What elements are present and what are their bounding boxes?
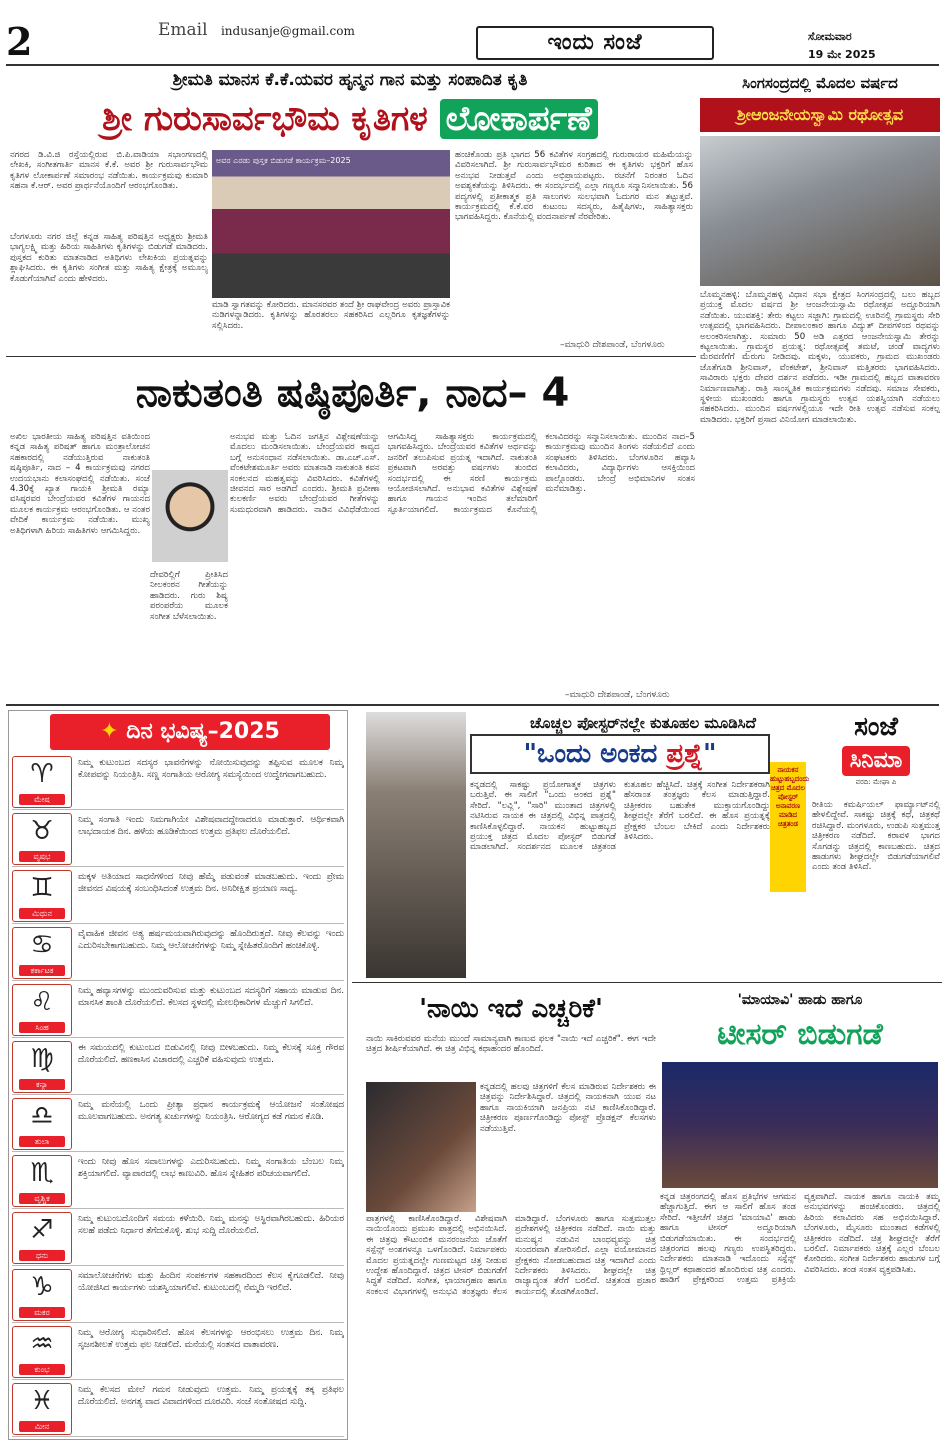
zodiac-sign-name: ಧನು bbox=[19, 1250, 65, 1261]
story3-main-text: ಅನುಭವ ಮತ್ತು ಓದಿನ ಜಗತ್ತಿನ ವಿಶ್ಲೇಷಣೆಯನ್ನು ಮೊದಲು ಮಂಡಿಸಲಾಯಿತು. ಬೇಂದ್ರೆಯವರ ಕಾವ್ಯದ ಬಗ್ಗೆ ಅನುಸಂಧಾನ ನಡೆಸಲಾಯಿತು. ಡಾ.ಎಚ್.ಎಸ್. ವೆಂಕಟೇಶಮೂರ್ತಿ ಅವರು ಮಾತನಾಡಿ ನಾಕುತಂತಿ ಕವನ ಸಂಕಲನದ ಮಹತ್ವವನ್ನು ವಿವರಿಸಿದರು. ಕವಿತೆಗಳಲ್ಲಿ ಜೀವನದ ಸಾರ ಅಡಗಿದೆ ಎಂದರು. ಶ್ರೀಮತಿ ಪ್ರವೀಣಾ ಕುಲಕರ್ಣಿ ಅವರು ಬೇಂದ್ರೆಯವರ ಗೀತೆಗಳನ್ನು ಸುಮಧುರವಾಗಿ ಹಾಡಿದರು. ನಾಡಿನ ವಿವಿಧೆಡೆಯಿಂದ ಆಗಮಿಸಿದ್ದ ಸಾಹಿತ್ಯಾಸಕ್ತರು ಕಾರ್ಯಕ್ರಮದಲ್ಲಿ ಭಾಗವಹಿಸಿದ್ದರು. ಬೇಂದ್ರೆಯವರ ಕವಿತೆಗಳ ಅರ್ಥವನ್ನು ಜನರಿಗೆ ತಲುಪಿಸುವ ಪ್ರಯತ್ನ ಇದಾಗಿದೆ. ನಾಕುತಂತಿ ಪ್ರಕಟವಾಗಿ ಅರವತ್ತು ವರ್ಷಗಳು ತುಂಬಿದ ಸಂದರ್ಭದಲ್ಲಿ ಈ ಸರಣಿ ಕಾರ್ಯಕ್ರಮ ಆಯೋಜಿಸಲಾಗಿದೆ. ಅನುಭಾವ ಕವಿತೆಗಳ ವಿಶ್ಲೇಷಣೆ ಹಾಗೂ ಗಾಯನ ಇಂದಿನ ತಲೆಮಾರಿಗೆ ಸ್ಫೂರ್ತಿಯಾಗಲಿದೆ. ಕಾರ್ಯಕ್ರಮದ ಕೊನೆಯಲ್ಲಿ ಕಲಾವಿದರನ್ನು ಸನ್ಮಾನಿಸಲಾಯಿತು. ಮುಂದಿನ ನಾದ–5 ಕಾರ್ಯಕ್ರಮವು ಮುಂದಿನ ತಿಂಗಳು ನಡೆಯಲಿದೆ ಎಂದು ಸಂಘಟಕರು ತಿಳಿಸಿದರು. ಬೆಂಗಳೂರಿನ ಹವ್ಯಾಸಿ ಕಲಾವಿದರು, ವಿದ್ಯಾರ್ಥಿಗಳು ಆಸಕ್ತಿಯಿಂದ ಪಾಲ್ಗೊಂಡರು. ಬೇಂದ್ರೆ ಅಭಿಮಾನಿಗಳ ಸಂತಸ ಮನೆಮಾಡಿತ್ತು. bbox=[230, 432, 695, 515]
zodiac-glyph-icon: ♑ bbox=[30, 1272, 54, 1302]
zodiac-glyph-icon: ♓ bbox=[30, 1386, 54, 1416]
zodiac-glyph-icon: ♐ bbox=[30, 1215, 54, 1245]
horoscope-row bbox=[12, 811, 344, 867]
horoscope-row bbox=[12, 1381, 344, 1437]
zodiac-glyph-icon: ♉ bbox=[30, 816, 54, 846]
email-address[interactable]: indusanje@gmail.com bbox=[220, 24, 355, 38]
horoscope-title bbox=[50, 714, 330, 750]
zodiac-sign-icon bbox=[12, 756, 72, 808]
story1-column-1b: ಬೆಂಗಳೂರು ನಗರ ಜಿಲ್ಲೆ ಕನ್ನಡ ಸಾಹಿತ್ಯ ಪರಿಷತ್ತಿನ ಅಧ್ಯಕ್ಷರು ಶ್ರೀಮತಿ ಭಾಗ್ಯಲಕ್ಷ್ಮಿ ಮತ್ತು ಹಿರಿಯ ಸಾಹಿತಿಗಳು ಕೃತಿಗಳನ್ನು ಬಿಡುಗಡೆ ಮಾಡಿದರು. ಪುಸ್ತಕದ ಕುರಿತು ಮಾತನಾಡಿದ ಅತಿಥಿಗಳು ಲೇಖಕಿಯ ಪ್ರಯತ್ನವನ್ನು ಶ್ಲಾಘಿಸಿದರು. ಈ ಕೃತಿಗಳು ಸಂಗೀತ ಮತ್ತು ಸಾಹಿತ್ಯ ಕ್ಷೇತ್ರಕ್ಕೆ ಅಮೂಲ್ಯ ಕೊಡುಗೆಯಾಗಿವೆ ಎಂದು ಹೇಳಿದರು. bbox=[10, 232, 208, 284]
zodiac-sign-name: ಕನ್ಯಾ bbox=[19, 1079, 65, 1090]
zodiac-glyph-icon: ♊ bbox=[30, 873, 54, 903]
story1-right-column: ಹಂಚಿಕೊಂಡು ಪ್ರತಿ ಭಾಗದ 56 ಕವಿತೆಗಳ ಸಂಗ್ರಹದಲ್ಲಿ ಗುರುರಾಯರ ಮಹಿಮೆಯನ್ನು ವಿವರಿಸಲಾಗಿದೆ. ಶ್ರೀ ಗುರುಸಾರ್ವಭೌಮರ ಕುರಿತಾದ ಈ ಕೃತಿಗಳು ಭಕ್ತರಿಗೆ ಹೊಸ ಅನುಭವ ನೀಡುತ್ತವೆ ಎಂದು ಅಭಿಪ್ರಾಯಪಟ್ಟರು. ರಚನೆಗೆ ನಿರಂತರ ಓದಿನ ಅವಶ್ಯಕತೆಯನ್ನು ತಿಳಿಸಿದರು. ಈ ಸಂದರ್ಭದಲ್ಲಿ ಎಲ್ಲಾ ಗಣ್ಯರೂ ಸನ್ಮಾನಿಸಲಾಯಿತು. 56 ಪದ್ಯಗಳಲ್ಲಿ ಪ್ರತೀಕಾತ್ಮಕ ಪ್ರತಿ ಸಾಲುಗಳು ಸುಲಭವಾಗಿ ಓದುಗರ ಮನ ತಟ್ಟುತ್ತವೆ. ಕಾರ್ಯಕ್ರಮದಲ್ಲಿ ಕೆ.ಕೆ.ವರ ಕುಟುಂಬ ಸದಸ್ಯರು, ಹಿತೈಷಿಗಳು, ಸಾಹಿತ್ಯಾಸಕ್ತರು ಭಾಗವಹಿಸಿದ್ದರು. ಕೊನೆಯಲ್ಲಿ ವಂದನಾರ್ಪಣೆ ನೆರವೇರಿತು. bbox=[455, 150, 693, 223]
zodiac-glyph-icon: ♏ bbox=[30, 1158, 54, 1188]
horoscope-prediction: ನಿಮ್ಮ ಕುಟುಂಬದ ಸದಸ್ಯರ ಭಾವನೆಗಳನ್ನು ನೋಯಿಸುವುದನ್ನು ತಪ್ಪಿಸುವ ಮೂಲಕ ನಿಮ್ಮ ಕೋಪವನ್ನು ನಿಯಂತ್ರಿಸಿ. ಸಣ್ಣ ಸಂಗಾತಿಯ ಆರೋಗ್ಯ ಸಮಸ್ಯೆಯಿಂದ ಉದ್ವೇಗವಾಗಬಹುದು. bbox=[78, 758, 344, 780]
horoscope-row bbox=[12, 925, 344, 981]
zodiac-sign-icon bbox=[12, 927, 72, 979]
zodiac-sign-icon bbox=[12, 984, 72, 1036]
cinema-headline bbox=[470, 734, 770, 774]
horoscope-prediction: ನಿಮ್ಮ ಹವ್ಯಾಸಗಳನ್ನು ಮುಂದುವರಿಸುವ ಮತ್ತು ಕುಟುಂಬದ ಸದಸ್ಯರಿಗೆ ಸಹಾಯ ಮಾಡುವ ದಿನ. ಮಾನಸಿಕ ಶಾಂತಿ ದೊರೆಯಲಿದೆ. ಕೆಲಸದ ಸ್ಥಳದಲ್ಲಿ ಮೇಲಧಿಕಾರಿಗಳ ಮೆಚ್ಚುಗೆ ಸಿಗಲಿದೆ. bbox=[78, 986, 344, 1008]
story1-below-photo-text: ಮಾಡಿ ಸ್ವಾಗತವನ್ನು ಕೋರಿದರು. ಮಾನಸರವರ ತಂದೆ ಶ್ರೀ ರಾಘವೇಂದ್ರ ಅವರು ಪ್ರಾಸ್ತಾವಿಕ ನುಡಿಗಳನ್ನಾಡಿದರು. ಕೃತಿಗಳನ್ನು ಹೊರತರಲು ಸಹಕರಿಸಿದ ಎಲ್ಲರಿಗೂ ಕೃತಜ್ಞತೆಗಳನ್ನು ಸಲ್ಲಿಸಿದರು. bbox=[212, 300, 450, 331]
horoscope-prediction: ನಿಮ್ಮ ಕೆಲಸದ ಮೇಲೆ ಗಮನ ನೀಡುವುದು ಉತ್ತಮ. ನಿಮ್ಮ ಪ್ರಯತ್ನಕ್ಕೆ ತಕ್ಕ ಪ್ರತಿಫಲ ದೊರೆಯಲಿದೆ. ಅನಗತ್ಯ ವಾದ ವಿವಾದಗಳಿಂದ ದೂರವಿರಿ. ಸಂಜೆ ಸಂತೋಷದ ಸುದ್ದಿ. bbox=[78, 1385, 344, 1407]
horoscope-prediction: ನಿಮ್ಮ ಸಂಗಾತಿ ಇಂದು ನಿಮಗಾಗಿಯೇ ವಿಶೇಷವಾದದ್ದೇನಾದರೂ ಮಾಡುತ್ತಾರೆ. ಆರ್ಥಿಕವಾಗಿ ಲಾಭದಾಯಕ ದಿನ. ಹಳೆಯ ಹೂಡಿಕೆಯಿಂದ ಉತ್ತಮ ಪ್ರತಿಫಲ ದೊರೆಯಲಿದೆ. bbox=[78, 815, 344, 837]
horoscope-row bbox=[12, 1153, 344, 1209]
nayi-text-side: ಕನ್ನಡದಲ್ಲಿ ಹಲವು ಚಿತ್ರಗಳಿಗೆ ಕೆಲಸ ಮಾಡಿರುವ ನಿರ್ದೇಶಕರು ಈ ಚಿತ್ರವನ್ನು ನಿರ್ದೇಶಿಸಿದ್ದಾರೆ. ಚಿತ್ರದಲ್ಲಿ ನಾಯಕನಾಗಿ ಯುವ ನಟ ಹಾಗೂ ನಾಯಕಿಯಾಗಿ ಜನಪ್ರಿಯ ನಟಿ ಕಾಣಿಸಿಕೊಂಡಿದ್ದಾರೆ. ಚಿತ್ರೀಕರಣ ಪೂರ್ಣಗೊಂಡಿದ್ದು ಪೋಸ್ಟ್ ಪ್ರೊಡಕ್ಷನ್ ಕೆಲಸಗಳು ನಡೆಯುತ್ತಿವೆ. bbox=[480, 1082, 656, 1134]
zodiac-sign-name: ಮಕರ bbox=[19, 1307, 65, 1318]
story1-headline bbox=[10, 94, 690, 144]
zodiac-sign-name: ಕುಂಭ bbox=[19, 1364, 65, 1375]
masthead-email bbox=[158, 20, 355, 40]
horoscope-row bbox=[12, 982, 344, 1038]
horoscope-row bbox=[12, 1096, 344, 1152]
zodiac-sign-name: ಮಿಥುನ bbox=[19, 908, 65, 919]
story2-photo-procession bbox=[700, 136, 940, 286]
email-label: Email bbox=[158, 20, 208, 40]
cinema-credit: ವರದಿ: ಮೇಘಾ ಪಿ bbox=[855, 778, 897, 786]
cinema-kicker: ಚೊಚ್ಚಲ ಪೋಸ್ಟರ್‌ನಲ್ಲೇ ಕುತೂಹಲ ಮೂಡಿಸಿದೆ bbox=[530, 714, 756, 732]
horoscope-row bbox=[12, 1039, 344, 1095]
cinema-brand bbox=[812, 712, 940, 802]
zodiac-glyph-icon: ♒ bbox=[30, 1329, 54, 1359]
cinema-text-2: ರೀತಿಯ ಕಮರ್ಷಿಯಲ್ ಫಾರ್ಮ್ಯಾಟ್‌ನಲ್ಲಿ ಹೇಳಲಿದ್ದೇವೆ. ಸಾಕಷ್ಟು ಚಿತ್ರಕ್ಕೆ ಕಥೆ, ಚಿತ್ರಕಥೆ ರಚಿಸಿದ್ದಾರೆ. ಮಂಗಳೂರು, ಉಡುಪಿ ಸುತ್ತಮುತ್ತ ಚಿತ್ರೀಕರಣ ನಡೆದಿದೆ. ಕರಾವಳಿ ಭಾಗದ ಸೊಗಡನ್ನು ಚಿತ್ರದಲ್ಲಿ ಕಾಣಬಹುದು. ಚಿತ್ರದ ಹಾಡುಗಳು ಶೀಘ್ರದಲ್ಲೇ ಬಿಡುಗಡೆಯಾಗಲಿವೆ ಎಂದು ತಂಡ ತಿಳಿಸಿದೆ. bbox=[812, 800, 940, 873]
horoscope-row bbox=[12, 1267, 344, 1323]
zodiac-sign-icon bbox=[12, 870, 72, 922]
story1-column-1: ನಗರದ ಡಿ.ವಿ.ಜಿ ರಸ್ತೆಯಲ್ಲಿರುವ ಬಿ.ಪಿ.ವಾಡಿಯಾ ಸಭಾಂಗಣದಲ್ಲಿ ಲೇಖಕಿ, ಸಂಗೀತಗಾರ್ತಿ ಮಾನಸ ಕೆ.ಕೆ. ಅವರ ಶ್ರೀ ಗುರುಸಾರ್ವಭೌಮ ಕೃತಿಗಳ ಲೋಕಾರ್ಪಣೆ ಸಮಾರಂಭ ನಡೆಯಿತು. ಕಾರ್ಯಕ್ರಮವು ಕುಮಾರಿ ಸಹನಾ ಕೆ.ಆರ್. ಅವರ ಪ್ರಾರ್ಥನೆಯೊಂದಿಗೆ ಆರಂಭಗೊಂಡಿತು. bbox=[10, 150, 208, 192]
zodiac-sign-name: ವೃಷಭ bbox=[19, 851, 65, 862]
issue-date: 19 ಮೇ 2025 bbox=[808, 48, 876, 61]
horoscope-row bbox=[12, 1210, 344, 1266]
section-rule-3 bbox=[352, 982, 942, 983]
horoscope-prediction: ನಿಮ್ಮ ಕುಟುಂಬದೊಂದಿಗೆ ಸಮಯ ಕಳೆಯಿರಿ. ನಿಮ್ಮ ಮನಸ್ಸು ಅಸ್ಥಿರವಾಗಿರಬಹುದು. ಹಿರಿಯರ ಸಲಹೆ ಪಡೆದು ನಿರ್ಧಾರ ತೆಗೆದುಕೊಳ್ಳಿ. ಶುಭ ಸುದ್ದಿ ದೊರೆಯಲಿದೆ. bbox=[78, 1214, 344, 1236]
zodiac-sign-icon bbox=[12, 1098, 72, 1150]
horoscope-row bbox=[12, 1324, 344, 1380]
zodiac-sign-name: ಸಿಂಹ bbox=[19, 1022, 65, 1033]
section-rule-2 bbox=[6, 704, 939, 706]
zodiac-sign-icon bbox=[12, 1212, 72, 1264]
zodiac-sign-name: ಮೇಷ bbox=[19, 794, 65, 805]
story3-portrait-photo bbox=[152, 470, 228, 562]
horoscope-title-text: ದಿನ ಭವಿಷ್ಯ–2025 bbox=[126, 719, 280, 744]
horoscope-prediction: ಮಕ್ಕಳ ಅತಿಯಾದ ಸಾಧನೆಗಳಿಂದ ನೀವು ಹೆಮ್ಮೆ ಪಡುವಂತೆ ಮಾಡಬಹುದು. ಇಂದು ಪ್ರೇಮ ಜೀವನದ ವಿಷಯಕ್ಕೆ ಸಂಬಂಧಿಸಿದಂತೆ ಉತ್ತಮ ದಿನ. ಅನಿರೀಕ್ಷಿತ ಪ್ರಯಾಣ ಸಾಧ್ಯ. bbox=[78, 872, 344, 894]
horoscope-prediction: ನಿಮ್ಮ ಮನೆಯಲ್ಲಿ ಒಂದು ಪ್ರೀತ್ಯಾ ಪ್ರಧಾನ ಕಾರ್ಯಕ್ರಮಕ್ಕೆ ಆಯೋಜನೆ ಸಂತೋಷದ ಮೂಲವಾಗಬಹುದು. ಅನಗತ್ಯ ಖರ್ಚುಗಳನ್ನು ನಿಯಂತ್ರಿಸಿ. ಆರೋಗ್ಯದ ಕಡೆ ಗಮನ ಕೊಡಿ. bbox=[78, 1100, 344, 1122]
horoscope-prediction: ವೈವಾಹಿಕ ಜೀವನ ಅತ್ಯ ಹರ್ಷಮಯವಾಗಿರುವುದನ್ನು ಹೊಂದಿರುತ್ತದೆ. ನೀವು ಕೆಲವನ್ನು ಇಂದು ಎದುರಿಸಬೇಕಾಗಬಹುದು. ನಿಮ್ಮ ಆಲೋಚನೆಗಳನ್ನು ನಿಮ್ಮ ಸ್ನೇಹಿತರೊಂದಿಗೆ ಹಂಚಿಕೊಳ್ಳಿ. bbox=[78, 929, 344, 951]
story3-byline: –ಮಾಧುರಿ ದೇಶಪಾಂಡೆ, ಬೆಂಗಳೂರು bbox=[565, 690, 670, 700]
story1-photo bbox=[212, 150, 450, 298]
nayi-text-bottom: ಪಾತ್ರಗಳಲ್ಲಿ ಕಾಣಿಸಿಕೊಂಡಿದ್ದಾರೆ. ವಿಶೇಷವಾಗಿ ನಾಯಿಯೊಂದು ಪ್ರಮುಖ ಪಾತ್ರದಲ್ಲಿ ಅಭಿನಯಿಸಿದೆ. ಈ ಚಿತ್ರವು ಕೌಟುಂಬಿಕ ಮನರಂಜನೆಯ ಜೊತೆಗೆ ಸಸ್ಪೆನ್ಸ್ ಅಂಶಗಳನ್ನೂ ಒಳಗೊಂಡಿದೆ. ನಿರ್ಮಾಪಕರು ಮೊದಲ ಪ್ರಯತ್ನದಲ್ಲೇ ಗುಣಮಟ್ಟದ ಚಿತ್ರ ನೀಡುವ ಉದ್ದೇಶ ಹೊಂದಿದ್ದಾರೆ. ಚಿತ್ರದ ಟೀಸರ್ ಬಿಡುಗಡೆಗೆ ಸಿದ್ಧತೆ ನಡೆದಿದೆ. ಸಂಗೀತ, ಛಾಯಾಗ್ರಹಣ ಹಾಗೂ ಸಂಕಲನ ವಿಭಾಗಗಳಲ್ಲಿ ಅನುಭವಿ ತಂತ್ರಜ್ಞರು ಕೆಲಸ ಮಾಡಿದ್ದಾರೆ. ಬೆಂಗಳೂರು ಹಾಗೂ ಸುತ್ತಮುತ್ತಲ ಪ್ರದೇಶಗಳಲ್ಲಿ ಚಿತ್ರೀಕರಣ ನಡೆದಿದೆ. ನಾಯಿ ಮತ್ತು ಮನುಷ್ಯನ ನಡುವಿನ ಬಾಂಧವ್ಯವನ್ನು ಚಿತ್ರ ಸುಂದರವಾಗಿ ತೋರಿಸಲಿದೆ. ಎಲ್ಲಾ ವಯೋಮಾನದ ಪ್ರೇಕ್ಷಕರು ನೋಡಬಹುದಾದ ಚಿತ್ರ ಇದಾಗಿದೆ ಎಂದು ನಿರ್ದೇಶಕರು ತಿಳಿಸಿದರು. ಶೀಘ್ರದಲ್ಲೇ ಚಿತ್ರ ರಾಜ್ಯಾದ್ಯಂತ ತೆರೆಗೆ ಬರಲಿದೆ. ಚಿತ್ರತಂಡ ಪ್ರಚಾರ ಕಾರ್ಯದಲ್ಲಿ ತೊಡಗಿಕೊಂಡಿದೆ. bbox=[366, 1214, 656, 1297]
zodiac-glyph-icon: ♍ bbox=[30, 1044, 54, 1074]
nayi-headline: 'ನಾಯಿ ಇದೆ ಎಚ್ಚರಿಕೆ' bbox=[419, 994, 603, 1024]
star-icon: ✦ bbox=[100, 719, 127, 744]
story1-headline-text: ಶ್ರೀ ಗುರುಸಾರ್ವಭೌಮ ಕೃತಿಗಳ bbox=[102, 99, 440, 139]
nayi-cast-photo bbox=[366, 1082, 476, 1212]
nayi-text-top: ನಾಯಿ ಸಾಕಿರುವವರ ಮನೆಯ ಮುಂದೆ ಸಾಮಾನ್ಯವಾಗಿ ಕಾಣುವ ಫಲಕ "ನಾಯಿ ಇದೆ ಎಚ್ಚರಿಕೆ". ಈಗ ಇದೇ ಚಿತ್ರದ ಶೀರ್ಷಿಕೆಯಾಗಿದೆ. ಈ ಚಿತ್ರ ವಿಭಿನ್ನ ಕಥಾಹಂದರ ಹೊಂದಿದೆ. bbox=[366, 1034, 656, 1055]
zodiac-sign-icon bbox=[12, 1269, 72, 1321]
cinema-tag: ನಾಯಕನ ಹುಟ್ಟುಹಬ್ಬದಂದು ಚಿತ್ರದ ಮೊದಲ ಪೋಸ್ಟರ್ ಅನಾವರಣ ಮಾಡಿದ ಚಿತ್ರತಂಡ bbox=[770, 762, 806, 892]
zodiac-glyph-icon: ♌ bbox=[30, 987, 54, 1017]
story3-text-under-photo: ದೇವರಿಲ್ಲಿಗೆ ಪ್ರೀತಿಸಿದ ನೀಲಕಂಠನ ಗೀತೆಯನ್ನು ಹಾಡಿದರು. ಗುರು ಶಿಷ್ಯ ಪರಂಪರೆಯ ಮೂಲಕ ಸಂಗೀತ ಬೆಳೆಸಲಾಯಿತು. bbox=[150, 570, 228, 622]
zodiac-sign-icon bbox=[12, 1326, 72, 1378]
cinema-text: ಕನ್ನಡದಲ್ಲಿ ಸಾಕಷ್ಟು ಪ್ರಯೋಗಾತ್ಮಕ ಚಿತ್ರಗಳು ಬರುತ್ತಿವೆ. ಈ ಸಾಲಿಗೆ "ಒಂದು ಅಂಕದ ಪ್ರಶ್ನೆ" ಸೇರಿದೆ. "ಲವ್ಲಿ", "ಸಾರಿ" ಮುಂತಾದ ಚಿತ್ರಗಳಲ್ಲಿ ನಟಿಸಿರುವ ನಾಯಕ ಈ ಚಿತ್ರದಲ್ಲಿ ವಿಭಿನ್ನ ಪಾತ್ರದಲ್ಲಿ ಕಾಣಿಸಿಕೊಳ್ಳಲಿದ್ದಾರೆ. ನಾಯಕನ ಹುಟ್ಟುಹಬ್ಬದ ಪ್ರಯುಕ್ತ ಚಿತ್ರದ ಮೊದಲ ಪೋಸ್ಟರ್ ಬಿಡುಗಡೆ ಮಾಡಲಾಗಿದೆ. ಸಂದರ್ಶನದ ಮೂಲಕ ಚಿತ್ರತಂಡ ಕುತೂಹಲ ಹೆಚ್ಚಿಸಿದೆ. ಚಿತ್ರಕ್ಕೆ ಸಂಗೀತ ನಿರ್ದೇಶಕರಾಗಿ ಹೆಸರಾಂತ ತಂತ್ರಜ್ಞರು ಕೆಲಸ ಮಾಡುತ್ತಿದ್ದಾರೆ. ಚಿತ್ರೀಕರಣ ಬಹುತೇಕ ಮುಕ್ತಾಯಗೊಂಡಿದ್ದು ಶೀಘ್ರದಲ್ಲೇ ತೆರೆಗೆ ಬರಲಿದೆ. ಈ ಹೊಸ ಪ್ರಯತ್ನಕ್ಕೆ ಪ್ರೇಕ್ಷಕರ ಬೆಂಬಲ ಬೇಕಿದೆ ಎಂದು ನಿರ್ದೇಶಕರು ತಿಳಿಸಿದರು. bbox=[470, 780, 770, 853]
story2-headline: ಶ್ರೀಆಂಜನೇಯಸ್ವಾಮಿ ರಥೋತ್ಸವ bbox=[700, 98, 940, 132]
horoscope-row bbox=[12, 754, 344, 810]
story2-text: ಬೊಮ್ಮನಹಳ್ಳಿ: ಬೊಮ್ಮನಹಳ್ಳಿ ವಿಧಾನ ಸಭಾ ಕ್ಷೇತ್ರದ ಸಿಂಗಸಂದ್ರದಲ್ಲಿ ಬಲು ಹಬ್ಬದ ಪ್ರಯುಕ್ತ ಮೊದಲ ವರ್ಷದ ಶ್ರೀ ಆಂಜನೇಯಸ್ವಾಮಿ ರಥೋತ್ಸವ ಅದ್ದೂರಿಯಾಗಿ ನಡೆಯಿತು. ಯುವಶಕ್ತಿ: ತೇರು ಕಟ್ಟಲು ಸಜ್ಜಾಗಿ: ಗ್ರಾಮದಲ್ಲಿ ಊರಿನಲ್ಲಿ ಗ್ರಾಮಸ್ಥರು ಸೇರಿ ಉತ್ಸವದಲ್ಲಿ ಭಾಗವಹಿಸಿದರು. ದೀಪಾಲಂಕಾರ ಹಾಗೂ ವಿದ್ಯುತ್ ದೀಪಗಳಿಂದ ರಥವನ್ನು ಅಲಂಕರಿಸಲಾಗಿತ್ತು. ಸುಮಾರು 50 ಅಡಿ ಎತ್ತರದ ಆಂಜನೇಯಸ್ವಾಮಿ ತೇರನ್ನು ಕಟ್ಟಲಾಯಿತು. ಗ್ರಾಮಸ್ಥರ ಪ್ರಯತ್ನ: ರಥೋತ್ಸವಕ್ಕೆ ತಮಟೆ, ಚಂಡೆ ವಾದ್ಯಗಳು ಮೆರವಣಿಗೆಗೆ ಮೆರುಗು ನೀಡಿದವು. ಮಕ್ಕಳು, ಯುವಕರು, ಗ್ರಾಮದ ಮುಖಂಡರು ಜೊತೆಗೂಡಿ ಶ್ರೀನಿವಾಸ್, ವೆಂಕಟೇಶ್, ಶ್ರೀನಿವಾಸ್ ಮತ್ತಿತರರು ಭಾಗವಹಿಸಿದರು. ಸಾವಿರಾರು ಭಕ್ತರು ದೇವರ ದರ್ಶನ ಪಡೆದರು. ಇಡೀ ಗ್ರಾಮದಲ್ಲಿ ಹಬ್ಬದ ವಾತಾವರಣ ನಿರ್ಮಾಣವಾಗಿತ್ತು. ರಾತ್ರಿ ಸಾಂಸ್ಕೃತಿಕ ಕಾರ್ಯಕ್ರಮಗಳು ನಡೆದವು. ಸಮಾಜ ಸೇವಕರು, ಸ್ಥಳೀಯ ಮುಖಂಡರು ಹಾಗೂ ಗ್ರಾಮಸ್ಥರು ಉತ್ಸವ ಯಶಸ್ವಿಯಾಗಿ ನಡೆಯಲು ಸಹಕರಿಸಿದರು. ಮುಂದಿನ ವರ್ಷಗಳಲ್ಲಿಯೂ ಇದೇ ರೀತಿ ಉತ್ಸವ ನಡೆಸುವ ಸಂಕಲ್ಪ ಮಾಡಿದರು. ಭಕ್ತರಿಗೆ ಪ್ರಸಾದ ವಿನಿಯೋಗ ಮಾಡಲಾಯಿತು. bbox=[700, 290, 940, 425]
zodiac-sign-name: ವೃಶ್ಚಿಕ bbox=[19, 1193, 65, 1204]
cinema-brand-top: ಸಂಜೆ bbox=[854, 712, 898, 742]
zodiac-glyph-icon: ♎ bbox=[30, 1101, 54, 1131]
zodiac-sign-name: ಕರ್ಕಾಟಕ bbox=[19, 965, 65, 976]
zodiac-sign-icon bbox=[12, 1383, 72, 1435]
beesar-event-photo bbox=[662, 1062, 938, 1188]
masthead-rule bbox=[6, 64, 939, 66]
horoscope-prediction: ಇಂದು ನೀವು ಹೊಸ ಸವಾಲುಗಳನ್ನು ಎದುರಿಸಬಹುದು. ನಿಮ್ಮ ಸಂಗಾತಿಯ ಬೆಂಬಲ ನಿಮ್ಮ ಶಕ್ತಿಯಾಗಲಿದೆ. ವ್ಯಾಪಾರದಲ್ಲಿ ಲಾಭ ಕಾಣುವಿರಿ. ಹೊಸ ಸ್ನೇಹಿತರ ಪರಿಚಯವಾಗಲಿದೆ. bbox=[78, 1157, 344, 1179]
story1-headline-highlight: ಲೋಕಾರ್ಪಣೆ bbox=[440, 99, 598, 139]
section-rule bbox=[6, 356, 696, 357]
issue-day: ಸೋಮವಾರ bbox=[808, 30, 852, 43]
cinema-headline-highlight: ಪ್ರಶ್ನೆ bbox=[666, 739, 703, 769]
zodiac-sign-icon bbox=[12, 1041, 72, 1093]
story1-kicker: ಶ್ರೀಮತಿ ಮಾನಸ ಕೆ.ಕೆ.ಯವರ ಹೃನ್ಮನ ಗಾನ ಮತ್ತು ಸಂಪಾದಿತ ಕೃತಿ bbox=[172, 70, 528, 90]
zodiac-sign-icon bbox=[12, 1155, 72, 1207]
horoscope-prediction: ಈ ಸಮಯದಲ್ಲಿ ಕುಟುಂಬದ ಬಿಡುವಿನಲ್ಲಿ ನೀವು ಬೀಳಬಹುದು. ನಿಮ್ಮ ಕೆಲಸಕ್ಕೆ ಸೂಕ್ತ ಗೌರವ ದೊರೆಯಲಿದೆ. ಹಣಕಾಸಿನ ವಿಚಾರದಲ್ಲಿ ಎಚ್ಚರಿಕೆ ವಹಿಸುವುದು ಉತ್ತಮ. bbox=[78, 1043, 344, 1065]
story1-photo-banner: ಅವರ ಎರಡು ಪುಸ್ತಕ ಬಿಡುಗಡೆ ಕಾರ್ಯಕ್ರಮ–2025 bbox=[216, 156, 351, 165]
beesar-text: ಕನ್ನಡ ಚಿತ್ರರಂಗದಲ್ಲಿ ಹೊಸ ಪ್ರತಿಭೆಗಳ ಆಗಮನ ಹೆಚ್ಚಾಗುತ್ತಿದೆ. ಈಗ ಆ ಸಾಲಿಗೆ ಹೊಸ ತಂಡ ಸೇರಿದೆ. ಇತ್ತೀಚೆಗೆ ಚಿತ್ರದ 'ಮಾಯಾವಿ' ಹಾಡು ಹಾಗೂ ಟೀಸರ್ ಅದ್ದೂರಿಯಾಗಿ ಬಿಡುಗಡೆಯಾಯಿತು. ಈ ಸಂದರ್ಭದಲ್ಲಿ ಚಿತ್ರರಂಗದ ಹಲವು ಗಣ್ಯರು ಉಪಸ್ಥಿತರಿದ್ದರು. ನಿರ್ದೇಶಕರು ಮಾತನಾಡಿ ಇದೊಂದು ಸಸ್ಪೆನ್ಸ್ ಥ್ರಿಲ್ಲರ್ ಕಥಾಹಂದರ ಹೊಂದಿರುವ ಚಿತ್ರ ಎಂದರು. ಹಾಡಿಗೆ ಪ್ರೇಕ್ಷಕರಿಂದ ಉತ್ತಮ ಪ್ರತಿಕ್ರಿಯೆ ವ್ಯಕ್ತವಾಗಿದೆ. ನಾಯಕ ಹಾಗೂ ನಾಯಕಿ ತಮ್ಮ ಅನುಭವಗಳನ್ನು ಹಂಚಿಕೊಂಡರು. ಚಿತ್ರದಲ್ಲಿ ಹಿರಿಯ ಕಲಾವಿದರು ಸಹ ಅಭಿನಯಿಸಿದ್ದಾರೆ. ಬೆಂಗಳೂರು, ಮೈಸೂರು ಮುಂತಾದ ಕಡೆಗಳಲ್ಲಿ ಚಿತ್ರೀಕರಣ ನಡೆದಿದೆ. ಚಿತ್ರ ಶೀಘ್ರದಲ್ಲೇ ತೆರೆಗೆ ಬರಲಿದೆ. ನಿರ್ಮಾಪಕರು ಚಿತ್ರಕ್ಕೆ ಎಲ್ಲರ ಬೆಂಬಲ ಕೋರಿದರು. ಸಂಗೀತ ನಿರ್ದೇಶಕರು ಹಾಡುಗಳ ಬಗ್ಗೆ ವಿವರಿಸಿದರು. ತಂಡ ಸಂತಸ ವ್ಯಕ್ತಪಡಿಸಿತು. bbox=[660, 1192, 940, 1286]
cinema-headline-text: "ಒಂದು ಅಂಕದ bbox=[523, 739, 667, 769]
story3-column-1: ಅಖಿಲ ಭಾರತೀಯ ಸಾಹಿತ್ಯ ಪರಿಷತ್ತಿನ ವತಿಯಿಂದ ಕನ್ನಡ ಸಾಹಿತ್ಯ ಪರಿಷತ್ ಹಾಗೂ ಮಂತ್ರಾಲೋಚನ ಸಹಕಾರದಲ್ಲಿ ನಡೆಯುತ್ತಿರುವ ನಾಕುತಂತಿ ಷಷ್ಠಿಪೂರ್ತಿ, ನಾದ – 4 ಕಾರ್ಯಕ್ರಮವು ನಗರದ ಉದಯಭಾನು ಕಲಾಸಂಘದಲ್ಲಿ ನಡೆಯಿತು. ಸಂಜೆ 4.30ಕ್ಕೆ ಖ್ಯಾತ ಗಾಯಕಿ ಶ್ರೀಮತಿ ರಮ್ಯಾ ವಸಿಷ್ಠರವರ ಬೇಂದ್ರೆಯವರ ಕವಿತೆಗಳ ಗಾಯನದ ಮೂಲಕ ಕಾರ್ಯಕ್ರಮ ಆರಂಭಗೊಂಡಿತು. ಆ ನಂತರ ವೇದಿಕೆ ಕಾರ್ಯಕ್ರಮ ನಡೆಯಿತು. ಮುಖ್ಯ ಅತಿಥಿಗಳಾಗಿ ಹಿರಿಯ ಸಾಹಿತಿಗಳು ಆಗಮಿಸಿದ್ದರು. bbox=[10, 432, 150, 536]
beesar-headline: ಟೀಸರ್ ಬಿಡುಗಡೆ bbox=[717, 1017, 883, 1052]
zodiac-sign-icon bbox=[12, 813, 72, 865]
cinema-headline-close: " bbox=[702, 739, 717, 769]
zodiac-glyph-icon: ♋ bbox=[30, 930, 54, 960]
logo-text: ಇಂದು ಸಂಜೆ bbox=[547, 30, 643, 55]
zodiac-sign-name: ಮೀನ bbox=[19, 1421, 65, 1432]
newspaper-logo bbox=[476, 26, 714, 60]
cinema-brand-bottom: ಸಿನಿಮಾ bbox=[842, 746, 911, 776]
story3-headline: ನಾಕುತಂತಿ ಷಷ್ಠಿಪೂರ್ತಿ, ನಾದ– 4 bbox=[135, 370, 570, 416]
page-number: 2 bbox=[6, 19, 33, 64]
zodiac-sign-name: ತುಲಾ bbox=[19, 1136, 65, 1147]
horoscope-prediction: ನಿಮ್ಮ ಆರೋಗ್ಯ ಸುಧಾರಿಸಲಿದೆ. ಹೊಸ ಕೆಲಸಗಳನ್ನು ಆರಂಭಿಸಲು ಉತ್ತಮ ದಿನ. ನಿಮ್ಮ ಸೃಜನಶೀಲತೆ ಉತ್ತಮ ಫಲ ನೀಡಲಿದೆ. ಮನೆಯಲ್ಲಿ ಸಂತಸದ ವಾತಾವರಣ. bbox=[78, 1328, 344, 1350]
story2-kicker: ಸಿಂಗಸಂದ್ರದಲ್ಲಿ ಮೊದಲ ವರ್ಷದ bbox=[742, 74, 898, 92]
zodiac-glyph-icon: ♈ bbox=[30, 759, 54, 789]
beesar-kicker: 'ಮಾಯಾವಿ' ಹಾಡು ಹಾಗೂ bbox=[737, 992, 863, 1008]
horoscope-prediction: ಸಮಾಲೋಚನೆಗಳು ಮತ್ತು ಹಿಂದಿನ ಸಂಪರ್ಕಗಳ ಸಹಕಾರದಿಂದ ಕೆಲಸ ಕೈಗೂಡಲಿದೆ. ನೀವು ಯೋಜಿಸಿದ ಕಾರ್ಯಗಳು ಯಶಸ್ವಿಯಾಗಲಿವೆ. ಕುಟುಂಬದಲ್ಲಿ ನೆಮ್ಮದಿ ಇರಲಿದೆ. bbox=[78, 1271, 344, 1293]
horoscope-row bbox=[12, 868, 344, 924]
story1-byline: –ಮಾಧುರಿ ದೇಶಪಾಂಡೆ, ಬೆಂಗಳೂರು bbox=[560, 340, 665, 350]
cinema-actor-photo bbox=[366, 712, 466, 978]
